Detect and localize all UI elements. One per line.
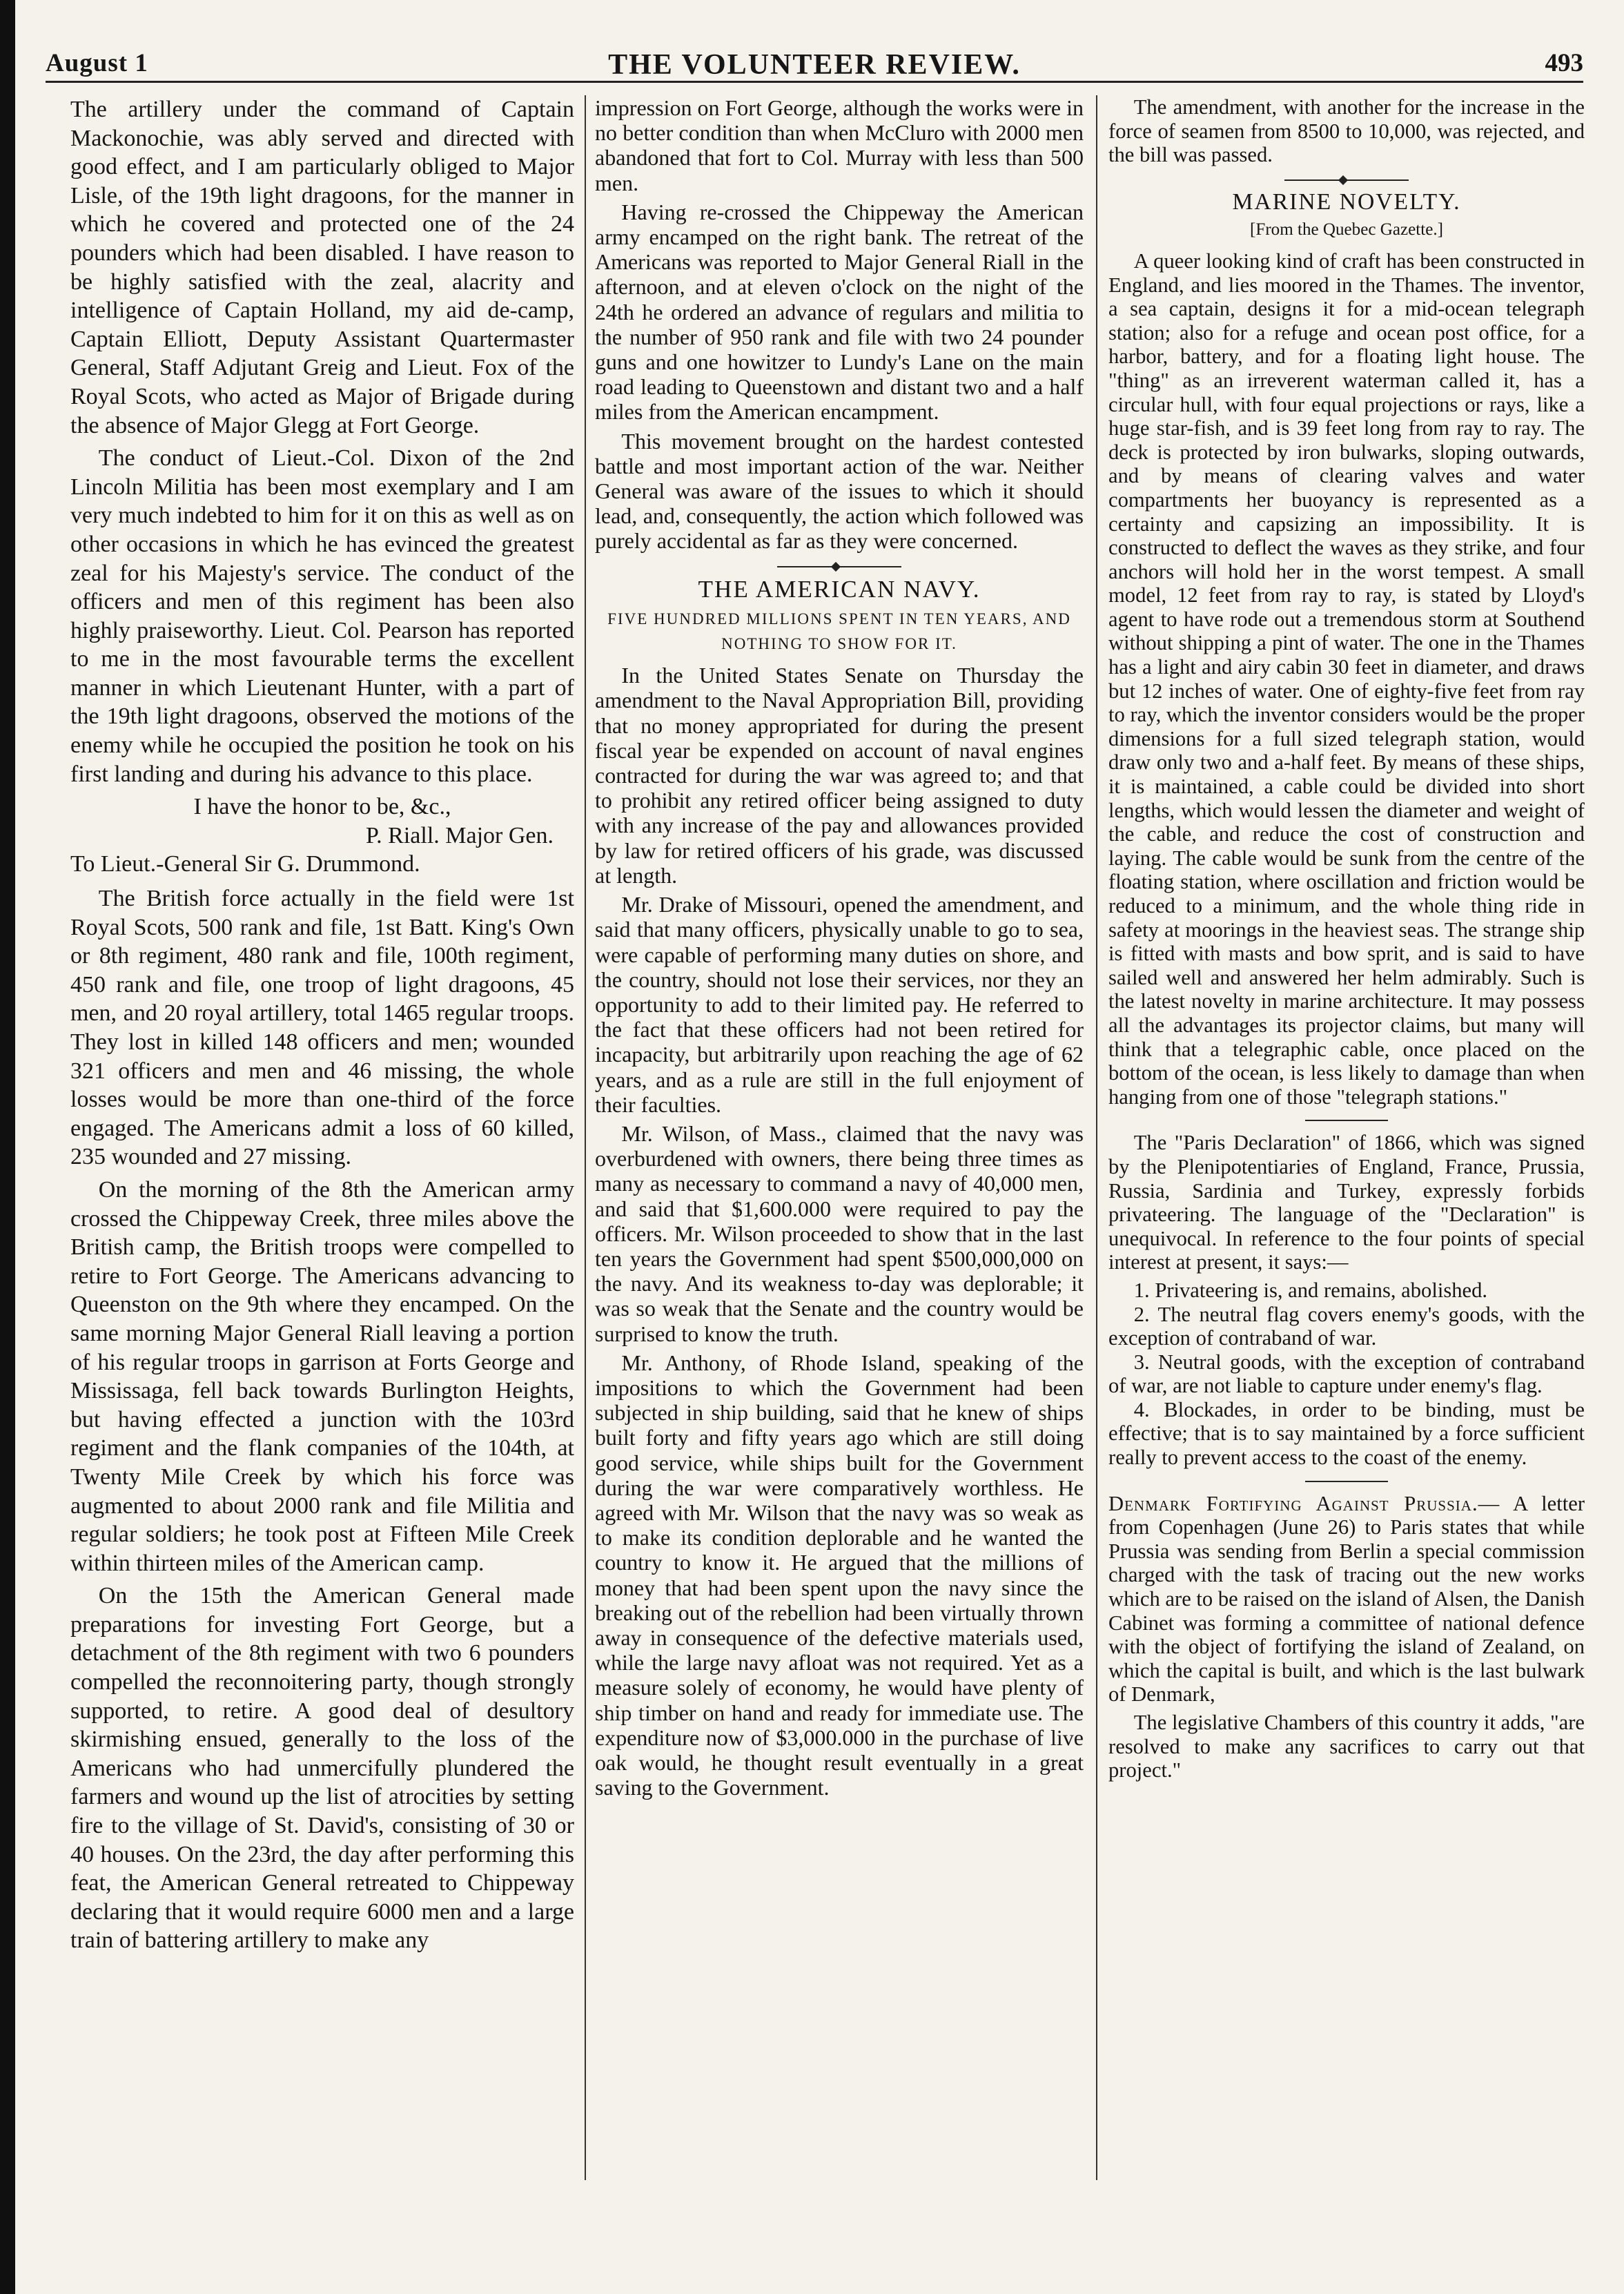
page-number: 493 [1545,49,1583,77]
article-paragraph: Mr. Drake of Missouri, opened the amendment, and said that many officers, physically unable to go to sea, were capable of performing many duties on shore, and the country, should not lose their services, nor they an opportunity to add to their limited pay. He referred to the fact that these officers had not been retired for incapacity, but arbitrarily upon reaching the age of 62 years, and as a rule are still in the full enjoyment of their faculties. [595,892,1084,1117]
article-source: [From the Quebec Gazette.] [1250,220,1443,240]
section-subtitle: FIVE HUNDRED MILLIONS SPENT IN TEN YEARS, AND NOTHING TO SHOW FOR IT. [607,609,1071,653]
section-title-marine-novelty: MARINE NOVELTY. [1232,188,1461,215]
declaration-points [1108,1279,1585,1470]
section-divider [1305,1481,1388,1482]
article-paragraph: The legislative Chambers of this country it adds, "are resolved to make any sacrifices to carry out that project." [1108,1711,1585,1782]
article-paragraph: In the United States Senate on Thursday the amendment to the Naval Appropriation Bill, providing that no money appropriated for during the present fiscal year be expended on account of naval engines contracted for during the war was agreed to; and that to prohibit any retired officer being assigned to duty with any increase of the pay and allowances provided by law for retired officers of his grade, was discussed at length. [595,663,1084,888]
list-item: 3. Neutral goods, with the exception of contraband of war, are not liable to capture under enemy's flag. [1108,1350,1585,1398]
page-edge-shadow [0,0,15,2294]
article-paragraph: A queer looking kind of craft has been constructed in England, and lies moored in the Thames. The inventor, a sea captain, designs it for a mid-ocean telegraph station; also for a refuge and ocean post office, for a harbor, battery, and for a floating light house. The "thing" as an irreverent waterman called it, has a circular hull, with four equal projections or rays, like a huge star-fish, and is 39 feet long from ray to ray. The deck is protected by iron bulwarks, sloping outwards, and by means of clearing valves and water compartments her buoyancy is represented as a certainty and capsizing an impossibility. It is constructed to deflect the waves as they strike, and four anchors will hold her in the worst tempest. A small model, 12 feet from ray to ray, is stated by Lloyd's agent to have rode out a tremendous storm at Southend without shipping a pint of water. The one in the Thames has a light and airy cabin 30 feet in diameter, and draws but 12 inches of water. One of eighty-five feet from ray to ray, which the inventor considers would be the proper dimensions for a full sized telegraph station, would draw only two and a-half feet. By means of these ships, it is maintained, a cable could be divided into short lengths, which would lessen the diameter and weight of the cable, and reduce the cost of construction and laying. The cable would be sunk from the centre of the floating station, where oscillation and friction would be reduced to a minimum, and the whole thing ride in safety at moorings in the heaviest seas. The strange ship is fitted with masts and bow sprit, and is said to have sailed well and answered her helm admirably. Such is the latest novelty in marine architecture. It may possess all the advantages its projector claims, but many will think that a telegraphic cable, once placed on the bottom of the ocean, is less likely to damage than when hanging from one of those "telegraph stations." [1108,249,1585,1109]
article-paragraph: Having re-crossed the Chippeway the American army encamped on the right bank. The retreat of the Americans was reported to Major General Riall in the afternoon, and at eleven o'clock on the night of the 24th he ordered an advance of regulars and militia to the number of 950 rank and file with two 24 pounder guns and one howitzer to Lundy's Lane on the main road leading to Queenstown and distant two and a half miles from the American encampment. [595,199,1084,425]
article-text: A letter from Copenhagen (June 26) to Paris states that while Prussia was sending from Berlin a special commission charged with the task of tracing out the new works which are to be raised on the island of Alsen, the Danish Cabinet was forming a committee of national defence with the object of fortifying the island of Zealand, on which the capital is built, and which is the last bulwark of Denmark, [1108,1491,1585,1707]
column-rule-1 [585,95,586,2180]
newspaper-title: THE VOLUNTEER REVIEW. [608,49,1021,81]
article-paragraph: The conduct of Lieut.-Col. Dixon of the 2nd Lincoln Militia has been most exemplary and I am very much indebted to him for it on this as well as on other occasions in which he has evinced the greatest zeal for his Majesty's service. The conduct of the officers and men of this regiment has been also highly praiseworthy. Lieut. Col. Pearson has reported to me in the most favourable terms the excellent manner in which Lieutenant Hunter, with a part of the 19th light dragoons, observed the motions of the enemy while he occupied the position he took on his first landing and during his advance to this place. [70,445,574,787]
list-item: 2. The neutral flag covers enemy's goods, with the exception of contraband of war. [1108,1302,1585,1350]
section-divider [1305,1120,1388,1121]
article-paragraph: The artillery under the command of Captain Mackonochie, was ably served and directed with good effect, and I am particularly obliged to Major Lisle, of the 19th light dragoons, for the manner in which he covered and protected one of the 24 pounders which had been disabled. I have reason to be highly satisfied with the zeal, alacrity and intelligence of Captain Holland, my aid de-camp, Captain Elliott, Deputy Assistant Quartermaster General, Staff Adjutant Greig and Lieut. Fox of the Royal Scots, who acted as Major of Brigade during the absence of Major Glegg at Fort George. [70,97,574,438]
column-3 [1108,95,1585,2242]
column-2 [595,95,1084,2242]
article-paragraph: impression on Fort George, although the works were in no better condition than when McCluro with 2000 men abandoned that fort to Col. Murray with less than 500 men. [595,95,1084,195]
article-paragraph: Mr. Anthony, of Rhode Island, speaking of the impositions to which the Government had been subjected in ship building, said that he knew of ships built forty and fifty years ago which are still doing good service, while ships built for the Government during the war were comparatively worthless. He agreed with Mr. Wilson that the navy was so weak as to make its condition deplorable and he wanted the country to know it. He argued that the millions of money that had been spent upon the navy since the breaking out of the rebellion had been virtually thrown away in consequence of the defective materials used, while the large navy afloat was not required. Yet as a measure solely of economy, he would have plenty of ship timber on hand and ready for immediate use. The expenditure now of $3,000.000 in the purchase of live oak would, he thought result eventually in a great saving to the Government. [595,1350,1084,1800]
article-paragraph: On the 15th the American General made preparations for investing Fort George, but a detachment of the 8th regiment with two 6 pounders compelled the reconnoitering party, though strongly supported, to retire. A good deal of desultory skirmishing ensued, generally to the loss of the Americans who had unmercifully plundered the farmers and wound up the list of atrocities by setting fire to the village of St. David's, consisting of 30 or 40 houses. On the 23rd, the day after performing this feat, the American General retreated to Chippeway declaring that it would require 6000 men and a large train of battering artillery to make any [70,1583,574,1954]
page-header [46,48,1583,83]
list-item: 1. Privateering is, and remains, abolished. [1133,1278,1488,1302]
letter-signoff: I have the honor to be, &c., [193,794,451,820]
header-date: August 1 [46,49,148,77]
article-paragraph: On the morning of the 8th the American army crossed the Chippeway Creek, three miles above the British camp, the British troops were compelled to retire to Fort George. The Americans advancing to Queenston on the 9th where they encamped. On the same morning Major General Riall leaving a portion of his regular troops in garrison at Forts George and Mississaga, fell back towards Burlington Heights, but having effected a junction with the 103rd regiment and the flank companies of the 104th, at Twenty Mile Creek by which his force was augmented to about 2000 rank and file Militia and regular soldiers; he took post at Fifteen Mile Creek within thirteen miles of the American camp. [70,1176,574,1576]
section-divider [1284,179,1409,181]
article-paragraph: Mr. Wilson, of Mass., claimed that the navy was overburdened with owners, there being three times as many as necessary to command a navy of 40,000 men, and said that $1,600.000 were required to pay the officers. Mr. Wilson proceeded to show that in the last ten years the Government had spent $500,000,000 on the navy. And its weakness to-day was deplorable; it was so weak that the Senate and the country would be surprised to know the truth. [595,1120,1084,1346]
section-divider [777,566,901,567]
section-title-american-navy: THE AMERICAN NAVY. [698,575,981,603]
column-1 [70,95,574,2242]
article-paragraph: This movement brought on the hardest contested battle and most important action of the war. Neither General was aware of the issues to which it should lead, and, consequently, the action which followed was purely accidental as far as they were concerned. [595,428,1084,554]
article-paragraph: The amendment, with another for the increase in the force of seamen from 8500 to 10,000, was rejected, and the bill was passed. [1108,95,1585,167]
article-heading-denmark: Denmark Fortifying Against Prussia.— [1108,1491,1500,1515]
list-item: 4. Blockades, in order to be binding, must be effective; that is to say maintained by a force sufficient really to prevent access to the coast of the enemy. [1108,1397,1585,1470]
column-rule-2 [1096,95,1097,2180]
letter-addressee: To Lieut.-General Sir G. Drummond. [70,851,420,877]
article-paragraph [1108,1492,1585,1707]
article-paragraph: The British force actually in the field were 1st Royal Scots, 500 rank and file, 1st Batt. King's Own or 8th regiment, 480 rank and file, 100th regiment, 450 rank and file, one troop of light dragoons, 45 men, and 20 royal artillery, total 1465 regular troops. They lost in killed 148 officers and men; wounded 321 officers and men and 46 missing, the whole losses would be more than one-third of the force engaged. The Americans admit a loss of 60 killed, 235 wounded and 27 missing. [70,886,574,1170]
letter-signature: P. Riall. Major Gen. [366,822,554,848]
article-paragraph: The "Paris Declaration" of 1866, which was signed by the Plenipotentiaries of England, France, Prussia, Russia, Sardinia and Turkey, expressly forbids privateering. The language of the "Declaration" is unequivocal. In reference to the four points of special interest at present, it says:— [1108,1131,1585,1274]
